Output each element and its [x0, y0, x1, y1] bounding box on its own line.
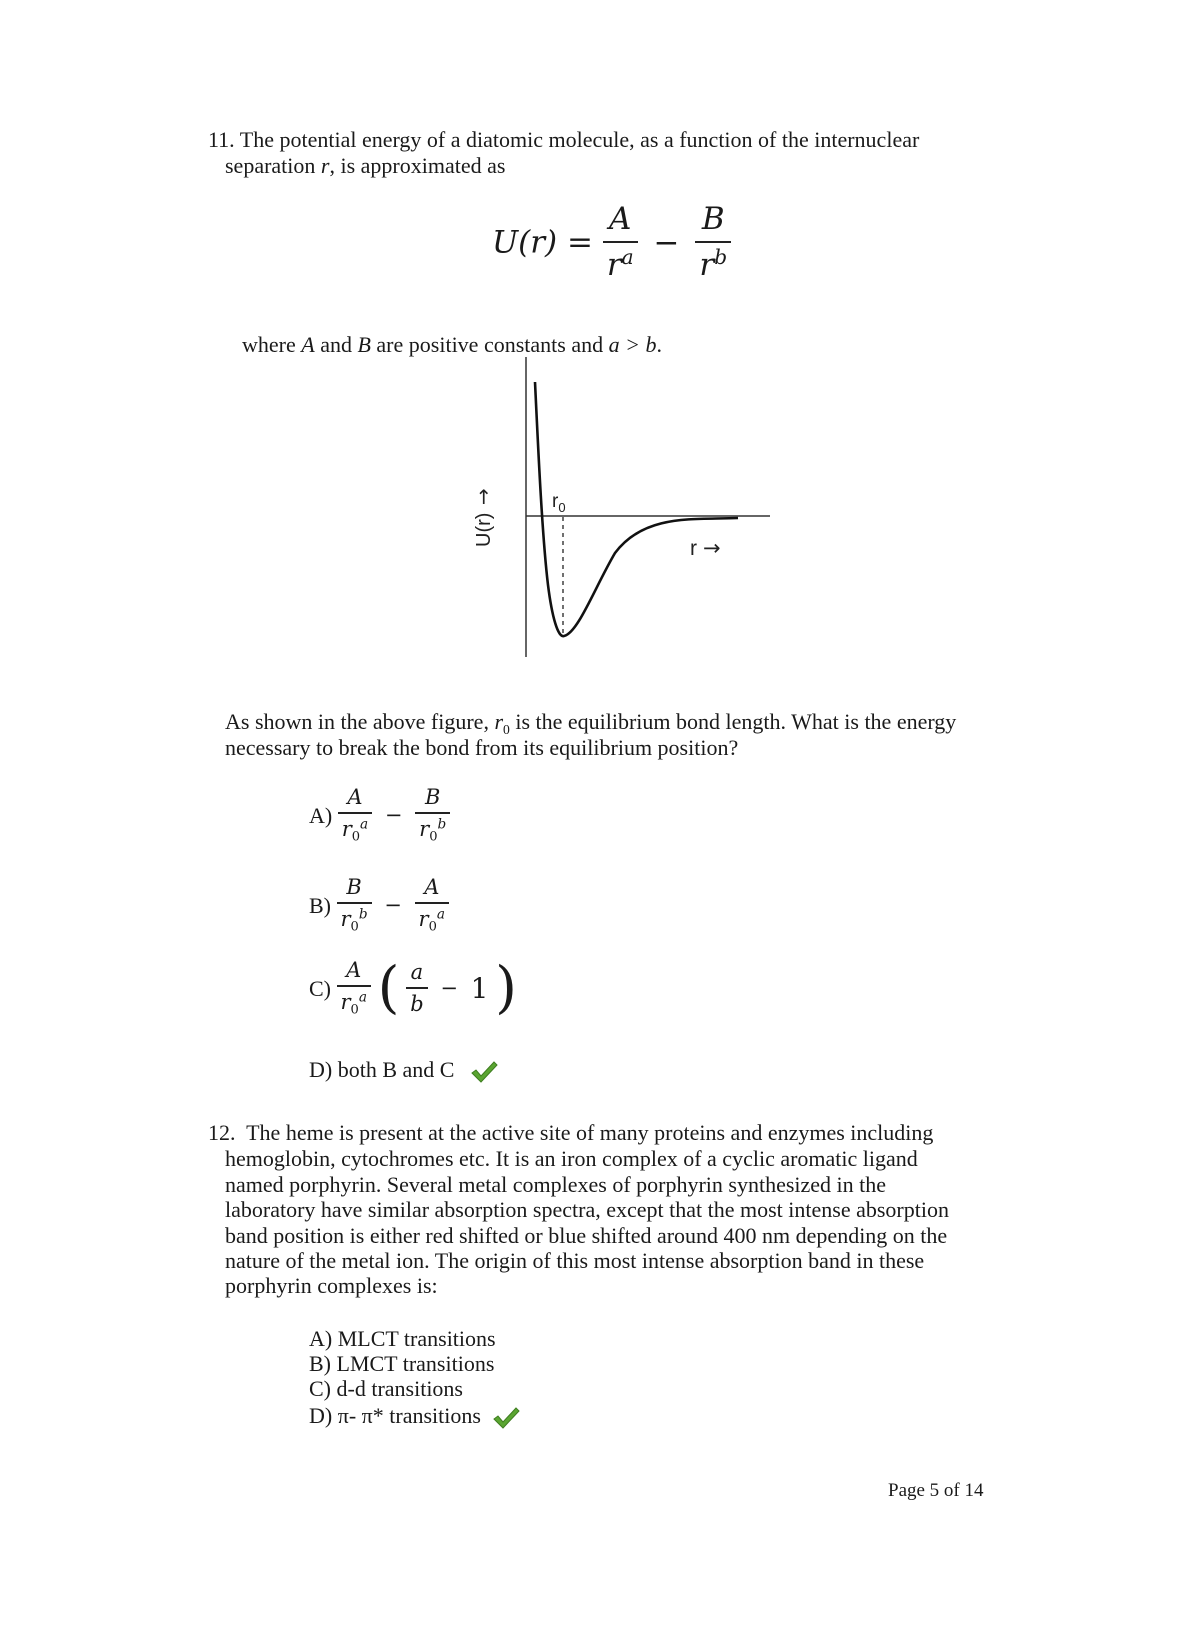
svg-text:r: r [690, 537, 697, 560]
q11-where-line: where A and B are positive constants and a > b. [242, 332, 662, 357]
q11-intro-line1 [208, 127, 919, 153]
option-c-fraction-1: $\frac{A}{r_0^a}$ [337, 958, 371, 1019]
x-axis-label [690, 536, 721, 560]
q11-intro-line2: separation r, is approximated as [225, 153, 506, 178]
equation-minus: − [653, 224, 680, 261]
svg-text:U(r): U(r) [473, 512, 495, 547]
q12-option-d: D) π- π* transitions [309, 1403, 520, 1430]
option-c-fraction-2: $\frac{a}{b}$ [406, 960, 427, 1016]
svg-text:→: → [703, 536, 721, 560]
equation-lhs: U(r) = [492, 224, 593, 261]
equation-fraction-A: $\frac{A}{r^a}$ [603, 202, 638, 283]
q12-line2: hemoglobin, cytochromes etc. It is an iron complex of a cyclic aromatic ligand [225, 1146, 918, 1171]
q12-option-b: B) LMCT transitions [309, 1351, 495, 1376]
q11-intro-text1: The potential energy of a diatomic molecule, as a function of the internuclear [239, 127, 920, 152]
checkmark-icon [492, 1406, 520, 1430]
q11-number: 11. [208, 127, 235, 152]
q11-option-d: D) both B and C [309, 1057, 498, 1084]
q11-question-line2: necessary to break the bond from its equilibrium position? [225, 735, 739, 760]
r0-label: $r_0$ [552, 491, 566, 515]
option-a-fraction-1: $\frac{A}{r_0^a}$ [338, 785, 372, 846]
q11-question-line1: As shown in the above figure, $r_0$ is the equilibrium bond length. What is the energy [225, 709, 957, 737]
q11-option-b: B) $\frac{B}{r_0^b}$ − $\frac{A}{r_0^a}$ [309, 875, 449, 936]
q12-line3: named porphyrin. Several metal complexes of porphyrin synthesized in the [225, 1172, 887, 1197]
equation-fraction-B: $\frac{B}{r^b}$ [695, 202, 731, 283]
option-b-fraction-2: $\frac{A}{r_0^a}$ [415, 875, 449, 936]
q12-option-a: A) MLCT transitions [309, 1326, 496, 1351]
q12-number: 12. [208, 1120, 236, 1145]
potential-energy-figure [460, 355, 780, 665]
checkmark-icon [470, 1060, 498, 1084]
page-number: Page 5 of 14 [888, 1480, 984, 1501]
q12-line6: nature of the metal ion. The origin of this most intense absorption band in these [225, 1248, 925, 1273]
option-a-fraction-2: $\frac{B}{r_0^b}$ [415, 785, 450, 846]
q11-option-a: A) $\frac{A}{r_0^a}$ − $\frac{B}{r_0^b}$ [309, 785, 450, 846]
q12-line4: laboratory have similar absorption spectra, except that the most intense absorption [225, 1197, 949, 1222]
q12-line5: band position is either red shifted or blue shifted around 400 nm depending on the [225, 1223, 948, 1248]
q12-option-c: C) d-d transitions [309, 1376, 463, 1401]
svg-text:→: → [471, 488, 495, 505]
y-axis-label [471, 488, 495, 547]
option-b-fraction-1: $\frac{B}{r_0^b}$ [337, 875, 372, 936]
potential-energy-equation [492, 202, 731, 283]
q11-option-c: C) $\frac{A}{r_0^a}$ ( $\frac{a}{b}$ − 1 ) [309, 955, 518, 1021]
q12-line7: porphyrin complexes is: [225, 1273, 438, 1298]
q12-line1: 12. The heme is present at the active site of many proteins and enzymes including [208, 1120, 934, 1145]
